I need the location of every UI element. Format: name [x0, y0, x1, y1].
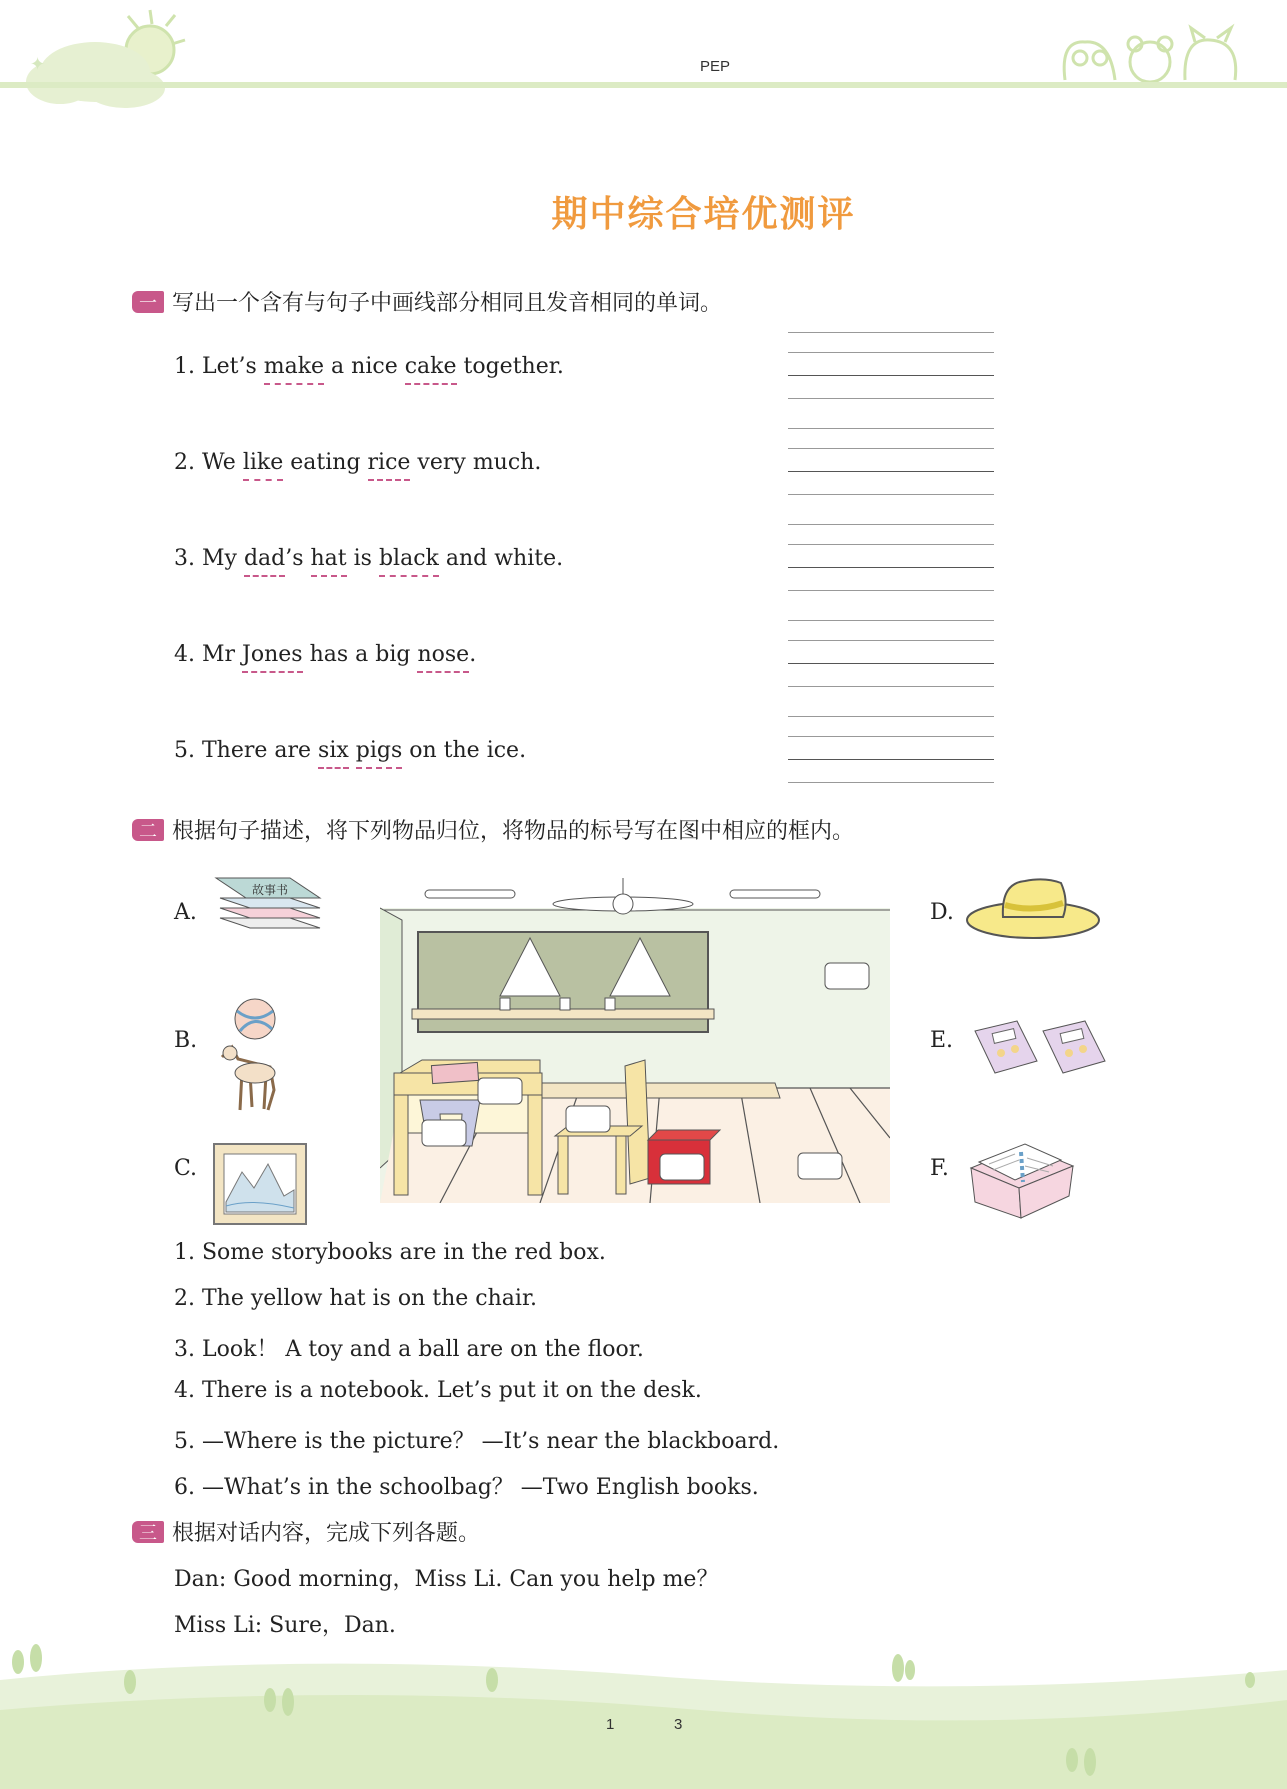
- answer-writing-line[interactable]: [788, 567, 994, 568]
- sentence-text: very much.: [410, 450, 542, 475]
- section1-instruction: 写出一个含有与句子中画线部分相同且发音相同的单词。: [172, 291, 723, 316]
- underlined-word: black: [378, 546, 439, 571]
- section2-sentence: 3. Look！ A toy and a ball are on the floor.: [174, 1337, 644, 1362]
- page-title: 期中综合培优测评: [551, 193, 856, 235]
- header-animal-decoration: [1055, 20, 1255, 90]
- sentence-text: ’s: [285, 546, 311, 571]
- sentence-text: eating: [283, 450, 368, 475]
- english-books-image: [965, 1015, 1115, 1090]
- footer-landscape-decoration: [0, 1640, 1287, 1789]
- sentence-text: on the ice.: [402, 738, 527, 763]
- underlined-word: hat: [310, 546, 347, 571]
- sentence-number: 3.: [174, 546, 202, 571]
- dialogue-line: Dan: Good morning，Miss Li. Can you help me？: [174, 1567, 719, 1592]
- answer-writing-line[interactable]: [788, 471, 994, 472]
- sentence-text: Let’s: [201, 354, 264, 379]
- underlined-word: cake: [404, 354, 457, 379]
- answer-writing-line[interactable]: [788, 375, 994, 376]
- page-number-right: 3: [674, 1716, 683, 1733]
- sentence-text: together.: [456, 354, 564, 379]
- header-sun-cloud-decoration: [0, 0, 200, 115]
- answer-writing-line[interactable]: [788, 428, 994, 429]
- underlined-word: make: [263, 354, 325, 379]
- underlined-word: rice: [367, 450, 411, 475]
- answer-writing-line[interactable]: [788, 663, 994, 664]
- answer-writing-line[interactable]: [788, 332, 994, 333]
- underlined-word: dad: [243, 546, 286, 571]
- label-d: D.: [930, 900, 954, 925]
- svg-text:✦: ✦: [30, 54, 46, 75]
- answer-writing-line[interactable]: [788, 544, 994, 545]
- storybook-cover-text: 故事书: [252, 883, 289, 897]
- answer-writing-line[interactable]: [788, 716, 994, 717]
- label-b: B.: [174, 1028, 198, 1053]
- section2-instruction: 根据句子描述，将下列物品归位，将物品的标号写在图中相应的框内。: [172, 819, 855, 844]
- underlined-word: six: [318, 738, 349, 763]
- sentence-text: a nice: [324, 354, 405, 379]
- answer-writing-line[interactable]: [788, 448, 994, 449]
- page-number-left: 1: [606, 1716, 615, 1733]
- sentence-text: is: [346, 546, 379, 571]
- section1-sentence: [174, 738, 526, 763]
- section3-instruction: 根据对话内容，完成下列各题。: [172, 1521, 481, 1546]
- sentence-number: 1.: [174, 354, 202, 379]
- section1-heading: [132, 286, 722, 317]
- section3-heading: [132, 1516, 480, 1547]
- section2-sentence: 5. —Where is the picture？ —It’s near the blackboard.: [174, 1429, 780, 1454]
- section2-sentence: 1. Some storybooks are in the red box.: [174, 1240, 606, 1265]
- answer-writing-line[interactable]: [788, 494, 994, 495]
- section2-sentence: 6. —What’s in the schoolbag？ —Two English books.: [174, 1475, 759, 1500]
- section2-heading: [132, 814, 854, 845]
- sentence-number: 4.: [174, 642, 202, 667]
- section2-badge: 二: [132, 819, 164, 841]
- sentence-text: My: [201, 546, 244, 571]
- sentence-text: Mr: [201, 642, 243, 667]
- section1-sentence: [174, 450, 541, 475]
- underlined-word: like: [242, 450, 284, 475]
- picture-frame-image: [212, 1142, 308, 1226]
- section2-sentence: 2. The yellow hat is on the chair.: [174, 1286, 538, 1311]
- sentence-text: We: [201, 450, 243, 475]
- section1-sentence: [174, 642, 476, 667]
- sentence-number: 5.: [174, 738, 202, 763]
- section3-badge: 三: [132, 1521, 164, 1543]
- ball-and-toy-horse-image: [210, 995, 290, 1115]
- section2-sentence: 4. There is a notebook. Let’s put it on the desk.: [174, 1378, 702, 1403]
- dialogue-line: Miss Li: Sure，Dan.: [174, 1613, 396, 1638]
- notebook-image: [965, 1138, 1077, 1228]
- label-f: F.: [930, 1156, 949, 1181]
- header-tag: PEP: [700, 58, 731, 75]
- answer-writing-line[interactable]: [788, 620, 994, 621]
- section1-sentence: [174, 546, 563, 571]
- sentence-text: has a big: [302, 642, 418, 667]
- sentence-text: .: [469, 642, 477, 667]
- storybooks-image: [210, 870, 330, 940]
- answer-writing-line[interactable]: [788, 759, 994, 760]
- answer-writing-line[interactable]: [788, 352, 994, 353]
- sentence-text: and white.: [438, 546, 564, 571]
- underlined-word: pigs: [355, 738, 403, 763]
- sentence-text: [349, 738, 356, 763]
- label-a: A.: [174, 900, 197, 925]
- answer-writing-line[interactable]: [788, 736, 994, 737]
- answer-writing-line[interactable]: [788, 398, 994, 399]
- label-e: E.: [930, 1028, 954, 1053]
- answer-writing-line[interactable]: [788, 686, 994, 687]
- section1-sentence: [174, 354, 564, 379]
- underlined-word: Jones: [242, 642, 303, 667]
- header-rule: [0, 82, 1287, 88]
- label-c: C.: [174, 1156, 198, 1181]
- answer-writing-line[interactable]: [788, 590, 994, 591]
- sentence-number: 2.: [174, 450, 202, 475]
- answer-writing-line[interactable]: [788, 782, 994, 783]
- sentence-text: There are: [201, 738, 319, 763]
- underlined-word: nose: [417, 642, 470, 667]
- yellow-hat-image: [965, 875, 1105, 945]
- answer-writing-line[interactable]: [788, 524, 994, 525]
- answer-writing-line[interactable]: [788, 640, 994, 641]
- section1-badge: 一: [132, 291, 164, 313]
- classroom-scene: [380, 878, 890, 1203]
